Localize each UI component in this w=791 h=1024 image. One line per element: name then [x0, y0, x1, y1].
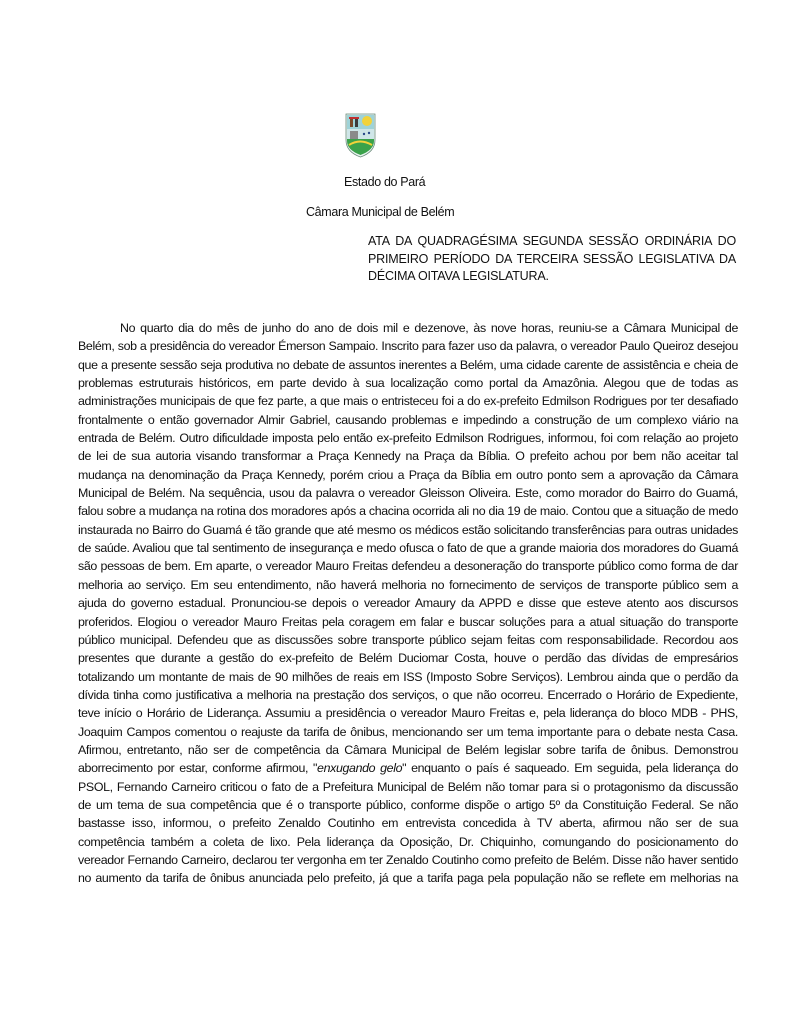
body-line: bastasse isso, informou, o prefeito Zenaldo Coutinho em entrevista concedida à TV aberta, afirmou não ser de sua [78, 816, 738, 831]
minutes-body-paragraph [78, 319, 738, 888]
body-line: teve início o Horário de Liderança. Assumiu a presidência o vereador Mauro Freitas e, pela liderança do bloco MDB - PHS, [78, 706, 738, 721]
body-line: são pessoas de bem. Em aparte, o vereador Mauro Freitas defendeu a desoneração do transporte público como forma de dar [78, 559, 738, 574]
quoted-expression: enxugando gelo [317, 761, 403, 776]
body-line: administrações municipais de que fez parte, a que mais o entristeceu foi a do ex-prefeito Edmilson Rodrigues por ter desafiado [78, 394, 738, 409]
body-line: PSOL, Fernando Carneiro criticou o fato de a Prefeitura Municipal de Belém não tomar para si o protagonismo da discussão [78, 779, 738, 794]
body-line: Municipal de Belém. Na sequência, usou da palavra o vereador Gleisson Oliveira. Este, como morador do Bairro do Guamá, [78, 486, 738, 501]
body-line: totalizando um montante de mais de 90 milhões de reais em ISS (Imposto Sobre Serviços). Lembrou ainda que o perdão da [78, 669, 738, 684]
document-title [368, 233, 736, 286]
body-line: de lei de sua autoria visando transformar a Praça Kennedy na Praça da Bíblia. O prefeito achou por bem não aceitar tal [78, 449, 738, 464]
title-line: DÉCIMA OITAVA LEGISLATURA. [368, 269, 549, 283]
body-line: que a presente sessão seja produtiva no debate de assuntos inerentes a Belém, uma cidade carente de assistência e cheia de [78, 357, 738, 372]
body-line: presentes que durante a gestão do ex-prefeito de Belém Duciomar Costa, houve o perdão das dívidas de empresários [78, 651, 738, 666]
body-line: competência também a coleta de lixo. Pela liderança da Oposição, Dr. Chiquinho, comungando do posicionamento do [78, 834, 738, 849]
state-heading: Estado do Pará [344, 175, 426, 189]
body-line: entrada de Belém. Outro dificuldade imposta pelo então ex-prefeito Edmilson Rodrigues, informou, foi com relação ao projeto [78, 431, 738, 446]
body-line: público municipal. Defendeu que as discussões sobre transporte público sejam feitas com responsabilidade. Recordou aos [78, 632, 738, 647]
body-line: falou sobre a mudança na rotina dos moradores após a chacina ocorrida ali no dia 19 de maio. Contou que a situação de medo [78, 504, 738, 519]
body-line: problemas estruturais históricos, em parte devido à sua localização como portal da Amazônia. Alegou que de todas as [78, 376, 738, 391]
body-line: Afirmou, entretanto, não ser de competência da Câmara Municipal de Belém legislar sobre tarifa de ônibus. Demonstrou [78, 742, 738, 757]
belem-coat-of-arms-icon [344, 112, 377, 158]
body-line: de um tema de sua competência que é o transporte público, conforme dispõe o artigo 5º da Constituição Federal. Se não [78, 797, 738, 812]
title-line: ATA DA QUADRAGÉSIMA SEGUNDA SESSÃO ORDINÁRIA DO [368, 234, 736, 248]
body-line: no aumento da tarifa de ônibus anunciada pelo prefeito, já que a tarifa paga pela população não se reflete em melhorias na [78, 871, 738, 886]
body-line: aborrecimento por estar, conforme afirmou, "enxugando gelo" enquanto o país é saqueado. Em seguida, pela liderança do [78, 761, 738, 776]
body-line: Joaquim Campos comentou o reajuste da tarifa de ônibus, mencionando ser um tema importante para o debate nesta Casa. [78, 724, 738, 739]
body-line: ajuda do governo estadual. Pronunciou-se depois o vereador Amaury da APPD e disse que esteve atento aos discursos [78, 596, 738, 611]
title-line: PRIMEIRO PERÍODO DA TERCEIRA SESSÃO LEGISLATIVA DA [368, 251, 736, 266]
body-line: de saúde. Avaliou que tal sentimento de insegurança e medo ofusca o fato de que a grande maioria dos moradores do Guamá [78, 541, 738, 556]
chamber-heading: Câmara Municipal de Belém [306, 205, 455, 219]
body-line: mudança na denominação da Praça Kennedy, porém criou a Praça da Bíblia em outro ponto sem a aprovação da Câmara [78, 467, 738, 482]
body-line: No quarto dia do mês de junho do ano de dois mil e dezenove, às nove horas, reuniu-se a Câmara Municipal de [120, 321, 738, 335]
body-line: dívida tinha como justificativa a melhoria na prestação dos serviços, o que não ocorreu. Encerrado o Horário de Expediente, [78, 687, 738, 702]
body-line: frontalmente o então governador Almir Gabriel, causando problemas e impedindo a construção de um complexo viário na [78, 412, 738, 427]
body-line: Belém, sob a presidência do vereador Émerson Sampaio. Inscrito para fazer uso da palavra, o vereador Paulo Queiroz desejou [78, 339, 738, 354]
body-line: vereador Fernando Carneiro, declarou ter vergonha em ter Zenaldo Coutinho como prefeito de Belém. Disse não haver sentido [78, 852, 738, 867]
body-line: instaurada no Bairro do Guamá é tão grande que até mesmo os médicos estão solicitando transferências para outras unidades [78, 522, 738, 537]
body-line: melhoria ao serviço. Em seu entendimento, não haverá melhoria no fornecimento de serviços de transporte público sem a [78, 577, 738, 592]
body-line: proferidos. Elogiou o vereador Mauro Freitas pela coragem em falar e buscar soluções para a atual situação do transporte [78, 614, 738, 629]
